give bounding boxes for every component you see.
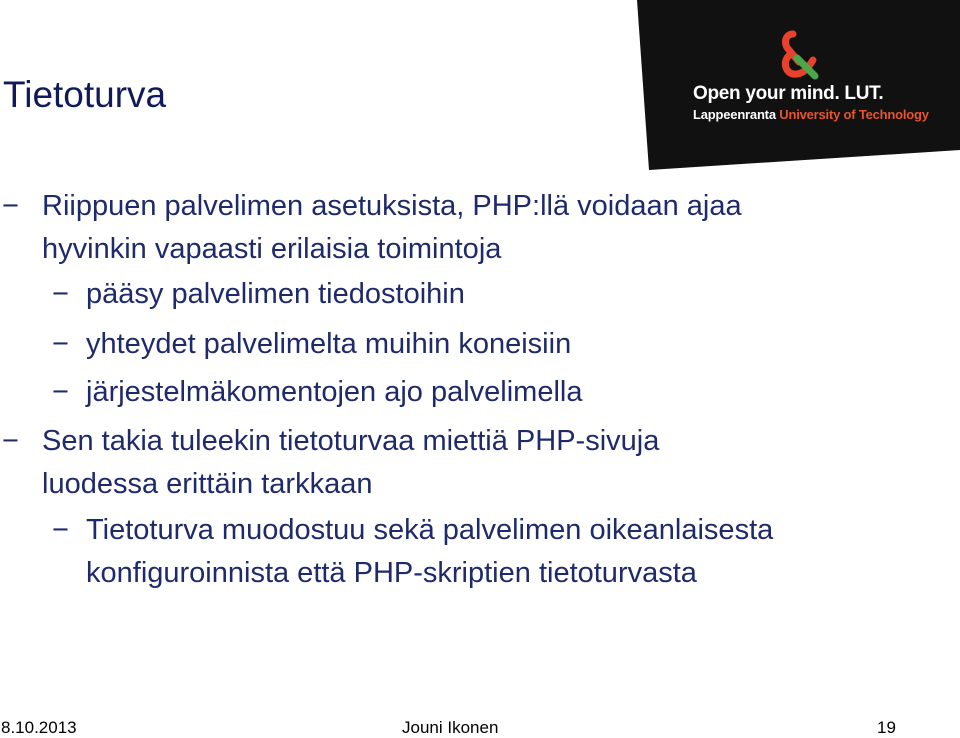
logo-city: Lappeenranta bbox=[693, 107, 776, 122]
bullet-item bbox=[2, 420, 660, 506]
bullet-line: yhteydet palvelimelta muihin koneisiin bbox=[86, 328, 572, 360]
sub-bullet-item bbox=[52, 273, 465, 316]
bullet-line: Riippuen palvelimen asetuksista, PHP:llä voidaan ajaa bbox=[42, 190, 742, 222]
bullet-line: Tietoturva muodostuu sekä palvelimen oikeanlaisesta bbox=[86, 514, 774, 546]
sub-bullet-item bbox=[52, 509, 774, 595]
sub-bullet-item bbox=[52, 371, 583, 414]
bullet-dash: − bbox=[2, 190, 19, 222]
bullet-line: konfiguroinnista että PHP-skriptien tietoturvasta bbox=[86, 557, 697, 589]
sub-bullet-item bbox=[52, 323, 572, 366]
logo-university-name bbox=[693, 107, 929, 122]
logo-university: University of Technology bbox=[779, 107, 929, 122]
bullet-dash: − bbox=[52, 328, 69, 360]
bullet-dash: − bbox=[52, 376, 69, 408]
bullet-item bbox=[2, 185, 742, 271]
footer-page-number: 19 bbox=[877, 718, 896, 737]
logo-tagline: Open your mind. LUT. bbox=[693, 83, 884, 104]
ampersand-logo-icon bbox=[777, 30, 821, 80]
bullet-line: Sen takia tuleekin tietoturvaa miettiä PHP-sivuja bbox=[42, 425, 660, 457]
slide-title: Tietoturva bbox=[3, 74, 167, 115]
footer-author: Jouni Ikonen bbox=[402, 718, 499, 737]
bullet-dash: − bbox=[52, 278, 69, 310]
bullet-line: järjestelmäkomentojen ajo palvelimella bbox=[86, 376, 583, 408]
footer-date: 8.10.2013 bbox=[1, 718, 77, 737]
bullet-dash: − bbox=[52, 514, 69, 546]
bullet-line: luodessa erittäin tarkkaan bbox=[42, 468, 373, 500]
bullet-line: hyvinkin vapaasti erilaisia toimintoja bbox=[42, 233, 502, 265]
bullet-line: pääsy palvelimen tiedostoihin bbox=[86, 278, 465, 310]
bullet-dash: − bbox=[2, 425, 19, 457]
